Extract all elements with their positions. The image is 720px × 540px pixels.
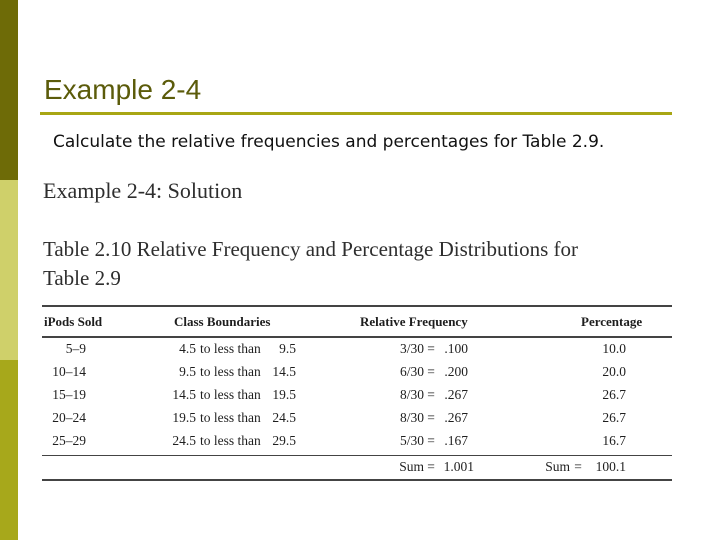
header-ipods-sold: iPods Sold	[44, 314, 103, 329]
table-top-rule	[42, 305, 672, 307]
sum-relative-label: Sum	[399, 459, 424, 474]
cell-to-less-than: to less than	[200, 433, 261, 448]
cell-ipods-sold: 25–29	[52, 433, 86, 448]
sum-percentage-value: 100.1	[595, 459, 626, 474]
cell-equals: =	[427, 433, 435, 448]
sidebar-accent-top	[0, 0, 18, 180]
table-header-rule	[42, 336, 672, 338]
cell-lower-boundary: 14.5	[172, 387, 196, 402]
cell-relative-frequency: .267	[444, 410, 468, 425]
cell-equals: =	[427, 364, 435, 379]
cell-equals: =	[427, 341, 435, 356]
cell-percentage: 16.7	[602, 433, 626, 448]
cell-fraction: 8/30	[399, 387, 424, 402]
cell-lower-boundary: 19.5	[172, 410, 196, 425]
cell-percentage: 26.7	[602, 410, 626, 425]
cell-to-less-than: to less than	[200, 387, 261, 402]
cell-upper-boundary: 9.5	[279, 341, 296, 356]
header-percentage: Percentage	[581, 314, 643, 329]
table-caption-line-1: Table 2.10 Relative Frequency and Percentage Distributions for	[43, 237, 579, 261]
cell-to-less-than: to less than	[200, 341, 261, 356]
frequency-table	[42, 305, 672, 481]
cell-fraction: 8/30	[399, 410, 424, 425]
sidebar-accent-middle	[0, 180, 18, 360]
instruction-text: Calculate the relative frequencies and percentages for Table 2.9.	[53, 132, 605, 152]
table-bottom-rule	[42, 479, 672, 481]
cell-percentage: 10.0	[602, 341, 626, 356]
header-relative-frequency: Relative Frequency	[360, 314, 468, 329]
cell-lower-boundary: 4.5	[179, 341, 196, 356]
cell-ipods-sold: 20–24	[52, 410, 86, 425]
cell-percentage: 20.0	[602, 364, 626, 379]
sum-relative-equals: =	[427, 459, 435, 474]
sum-relative-value: 1.001	[443, 459, 474, 474]
cell-relative-frequency: .267	[444, 387, 468, 402]
cell-fraction: 3/30	[399, 341, 424, 356]
cell-ipods-sold: 5–9	[65, 341, 86, 356]
sum-percentage-equals: =	[574, 459, 582, 474]
cell-upper-boundary: 29.5	[272, 433, 296, 448]
cell-relative-frequency: .200	[444, 364, 468, 379]
cell-ipods-sold: 10–14	[52, 364, 86, 379]
cell-to-less-than: to less than	[200, 364, 261, 379]
cell-relative-frequency: .167	[444, 433, 468, 448]
slide-title: Example 2-4	[44, 74, 202, 105]
cell-lower-boundary: 24.5	[172, 433, 196, 448]
header-class-boundaries: Class Boundaries	[174, 314, 271, 329]
cell-ipods-sold: 15–19	[52, 387, 86, 402]
title-underline	[40, 112, 672, 115]
cell-to-less-than: to less than	[200, 410, 261, 425]
table-caption	[43, 235, 683, 293]
sidebar-accent-bottom	[0, 360, 18, 540]
cell-lower-boundary: 9.5	[179, 364, 196, 379]
cell-fraction: 5/30	[399, 433, 424, 448]
cell-relative-frequency: .100	[444, 341, 468, 356]
cell-upper-boundary: 24.5	[272, 410, 296, 425]
cell-upper-boundary: 14.5	[272, 364, 296, 379]
table-caption-line-2: Table 2.9	[43, 266, 121, 290]
cell-equals: =	[427, 387, 435, 402]
cell-equals: =	[427, 410, 435, 425]
cell-fraction: 6/30	[399, 364, 424, 379]
table-body-rule	[42, 455, 672, 456]
cell-upper-boundary: 19.5	[272, 387, 296, 402]
cell-percentage: 26.7	[602, 387, 626, 402]
solution-heading: Example 2-4: Solution	[43, 178, 243, 203]
sum-percentage-label: Sum	[545, 459, 570, 474]
